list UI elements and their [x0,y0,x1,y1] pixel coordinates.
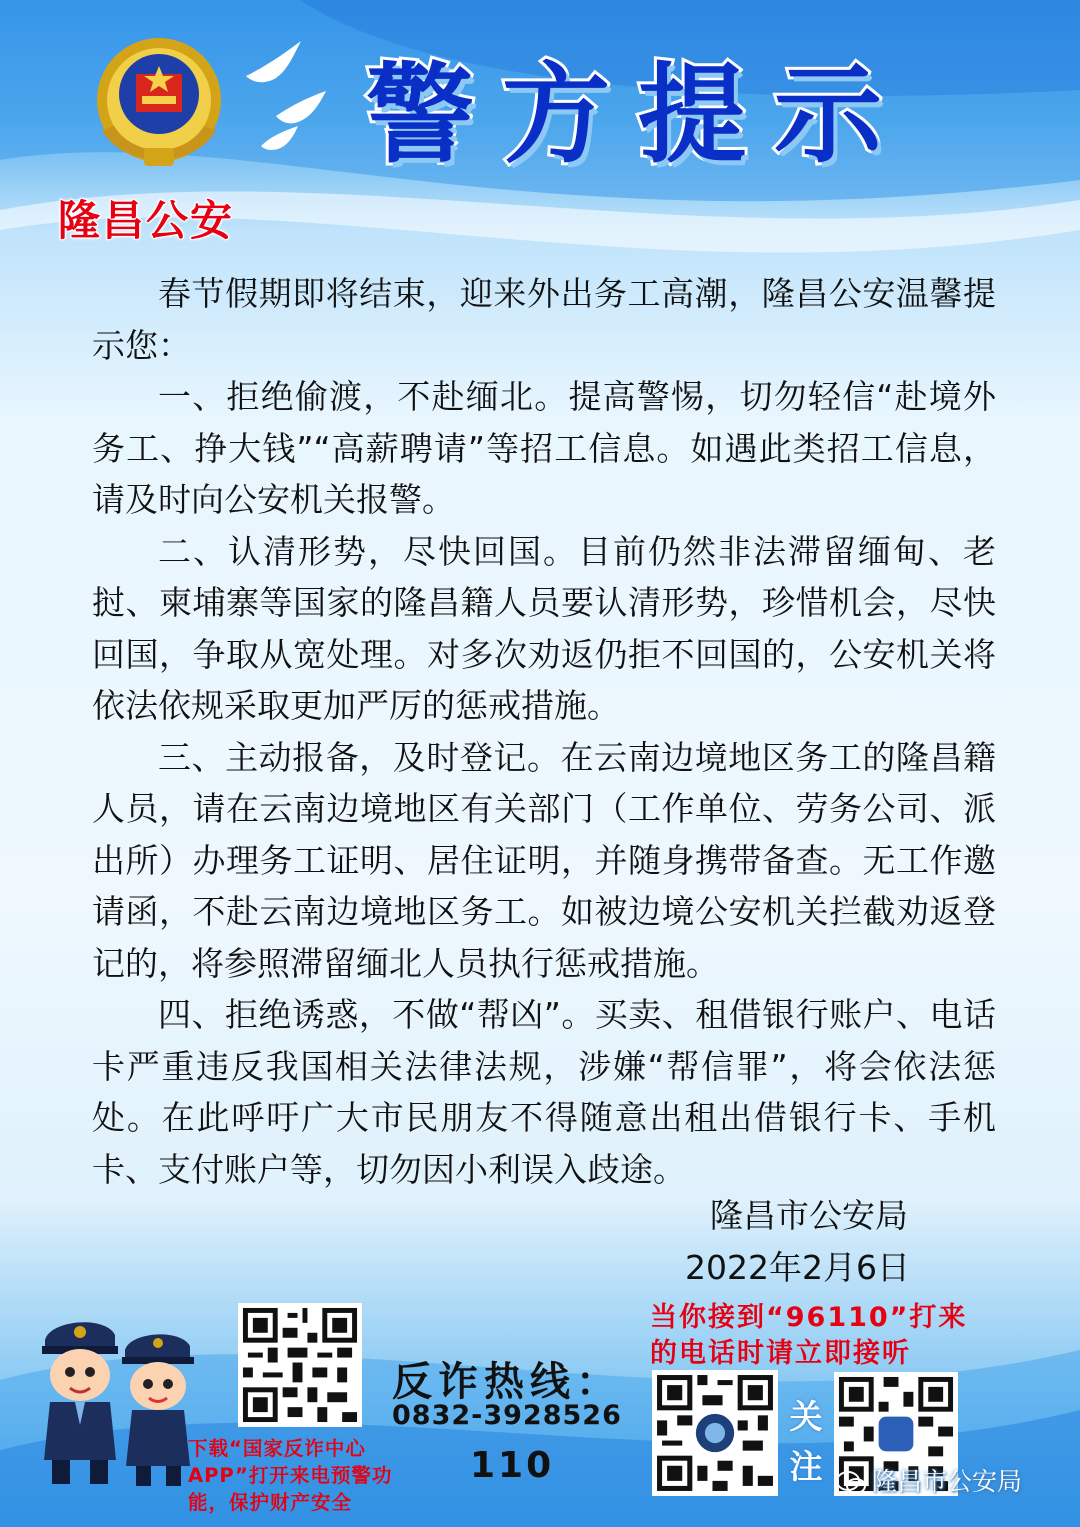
emergency-number: 110 [470,1445,555,1486]
notice-intro: 春节假期即将结束，迎来外出务工高潮，隆昌公安温馨提示您： [92,274,996,365]
dove-icon [236,36,336,156]
notice-item-1: 一、拒绝偷渡，不赴缅北。提高警惕，切勿轻信“赴境外务工、挣大钱”“高薪聘请”等招工信息。如遇此类招工信息，请及时向公安机关报警。 [92,377,996,519]
signature-org: 隆昌市公安局 [710,1196,908,1235]
qr-code-icon [238,1303,362,1427]
police-cartoon-icon [30,1310,210,1490]
hotline-label: 反诈热线： [392,1359,622,1405]
96110-warning: 当你接到“96110”打来的电话时请立即接听 [650,1302,968,1369]
notice-item-2: 二、认清形势，尽快回国。目前仍然非法滞留缅甸、老挝、柬埔寨等国家的隆昌籍人员要认清形势，珍惜机会，尽快回国，争取从宽处理。对多次劝返仍拒不回国的，公安机关将依法依规采取更加严厉的惩戒措施。 [92,531,996,725]
follow-label: 关注 [789,1397,823,1486]
notice-item-4: 四、拒绝诱惑，不做“帮凶”。买卖、租借银行账户、电话卡严重违反我国相关法律法规，涉嫌“帮信罪”，将会依法惩处。在此呼吁广大市民朋友不得随意出租出借银行卡、手机卡、支付账户等，切勿因小利误入歧途。 [92,995,996,1189]
app-qr-code[interactable] [238,1303,362,1427]
police-emblem-icon [84,30,234,180]
qr-code-icon [652,1370,778,1496]
notice-body [92,268,996,1195]
header [0,0,1080,250]
signature-date: 2022年2月6日 [685,1248,910,1287]
page-title: 警方提示 [366,53,911,178]
hotline-number: 0832-3928526 [392,1400,622,1431]
notice-item-3: 三、主动报备，及时登记。在云南边境地区务工的隆昌籍人员，请在云南边境地区有关部门（工作单位、劳务公司、派出所）办理务工证明、居住证明，并随身携带备查。无工作邀请函，不赴云南边境地区务工。如被边境公安机关拦截劝返登记的，将参照滞留缅北人员执行惩戒措施。 [92,737,996,983]
watermark-text: 隆昌市公安局 [872,1467,1023,1496]
anti-fraud-qr-code[interactable] [652,1370,778,1496]
app-download-note: 下载“国家反诈中心APP”打开来电预警功能，保护财产安全 [188,1437,393,1514]
signature-block [685,1190,910,1287]
wechat-icon [836,1470,866,1496]
wechat-watermark [836,1462,1022,1498]
brand-label: 隆昌公安 [58,196,235,245]
